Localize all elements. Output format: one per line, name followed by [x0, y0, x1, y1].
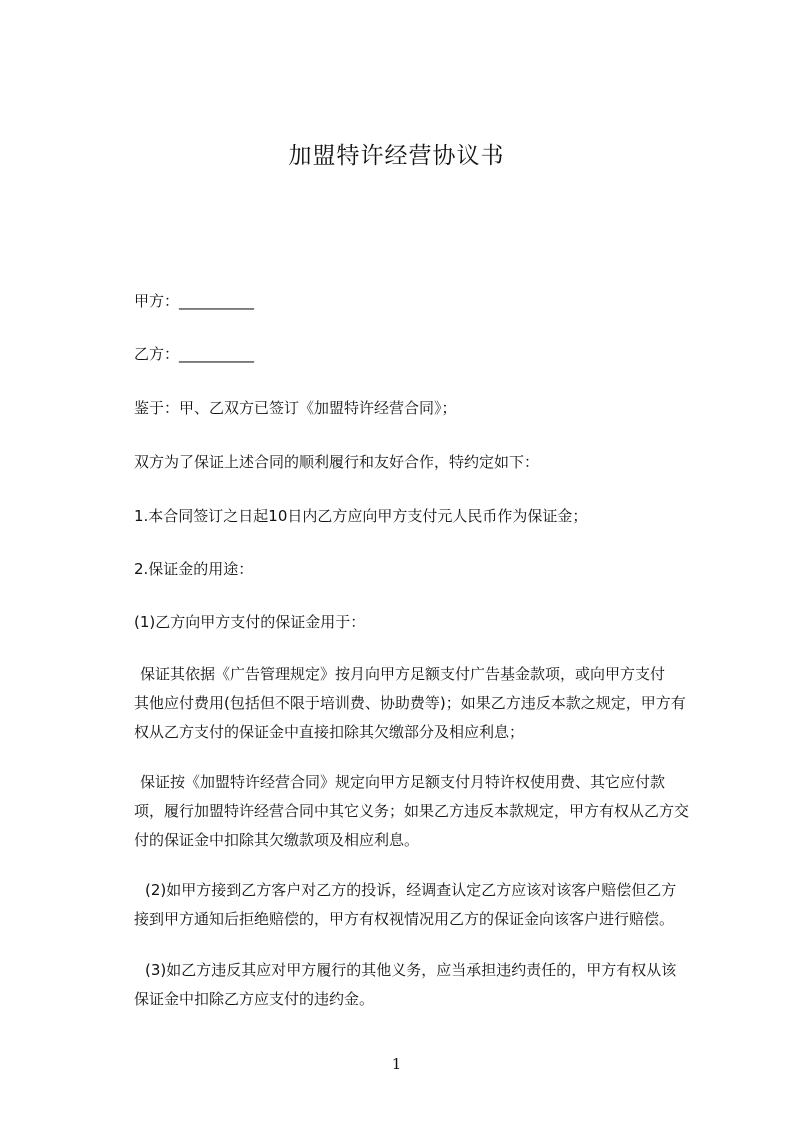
intro-line: 双方为了保证上述合同的顺利履行和友好合作，特约定如下：: [134, 453, 540, 471]
page-number: 1: [391, 1055, 402, 1073]
paragraph-line: 权从乙方支付的保证金中直接扣除其欠缴部分及相应利息；: [134, 723, 525, 741]
paragraph-line: 保证其依据《广告管理规定》按月向甲方足额支付广告基金款项，或向甲方支付: [140, 665, 666, 683]
paragraph-line: 保证金中扣除乙方应支付的违约金。: [134, 990, 375, 1008]
paragraph-line: 其他应付费用(包括但不限于培训费、协助费等)；如果乙方违反本款之规定，甲方有: [134, 694, 686, 712]
clause-2: 2.保证金的用途：: [134, 560, 254, 578]
paragraph-line: 接到甲方通知后拒绝赔偿的，甲方有权视情况用乙方的保证金向该客户进行赔偿。: [134, 910, 675, 928]
party-b-line: 乙方：__________: [134, 345, 255, 363]
paragraph-advertising-fee: [134, 660, 686, 747]
document-title: 加盟特许经营协议书: [288, 143, 505, 169]
paragraph-line: 付的保证金中扣除其欠缴款项及相应利息。: [134, 831, 420, 849]
paragraph-penalty: [134, 956, 677, 1014]
paragraph-line: (2)如甲方接到乙方客户对乙方的投诉，经调查认定乙方应该对该客户赔偿但乙方: [145, 881, 677, 899]
paragraph-customer-compensation: [134, 876, 677, 934]
whereas-line: 鉴于：甲、乙双方已签订《加盟特许经营合同》；: [134, 399, 457, 417]
paragraph-line: 项，履行加盟特许经营合同中其它义务；如果乙方违反本款规定，甲方有权从乙方交: [134, 802, 690, 820]
paragraph-line: 保证按《加盟特许经营合同》规定向甲方足额支付月特许权使用费、其它应付款: [140, 773, 666, 791]
clause-1: 1.本合同签订之日起10日内乙方应向甲方支付元人民币作为保证金；: [134, 507, 588, 525]
paragraph-line: (3)如乙方违反其应对甲方履行的其他义务，应当承担违约责任的，甲方有权从该: [145, 961, 677, 979]
paragraph-royalty-fee: [134, 768, 690, 855]
clause-2-1: (1)乙方向甲方支付的保证金用于：: [134, 613, 366, 631]
party-a-line: 甲方：__________: [134, 292, 255, 310]
